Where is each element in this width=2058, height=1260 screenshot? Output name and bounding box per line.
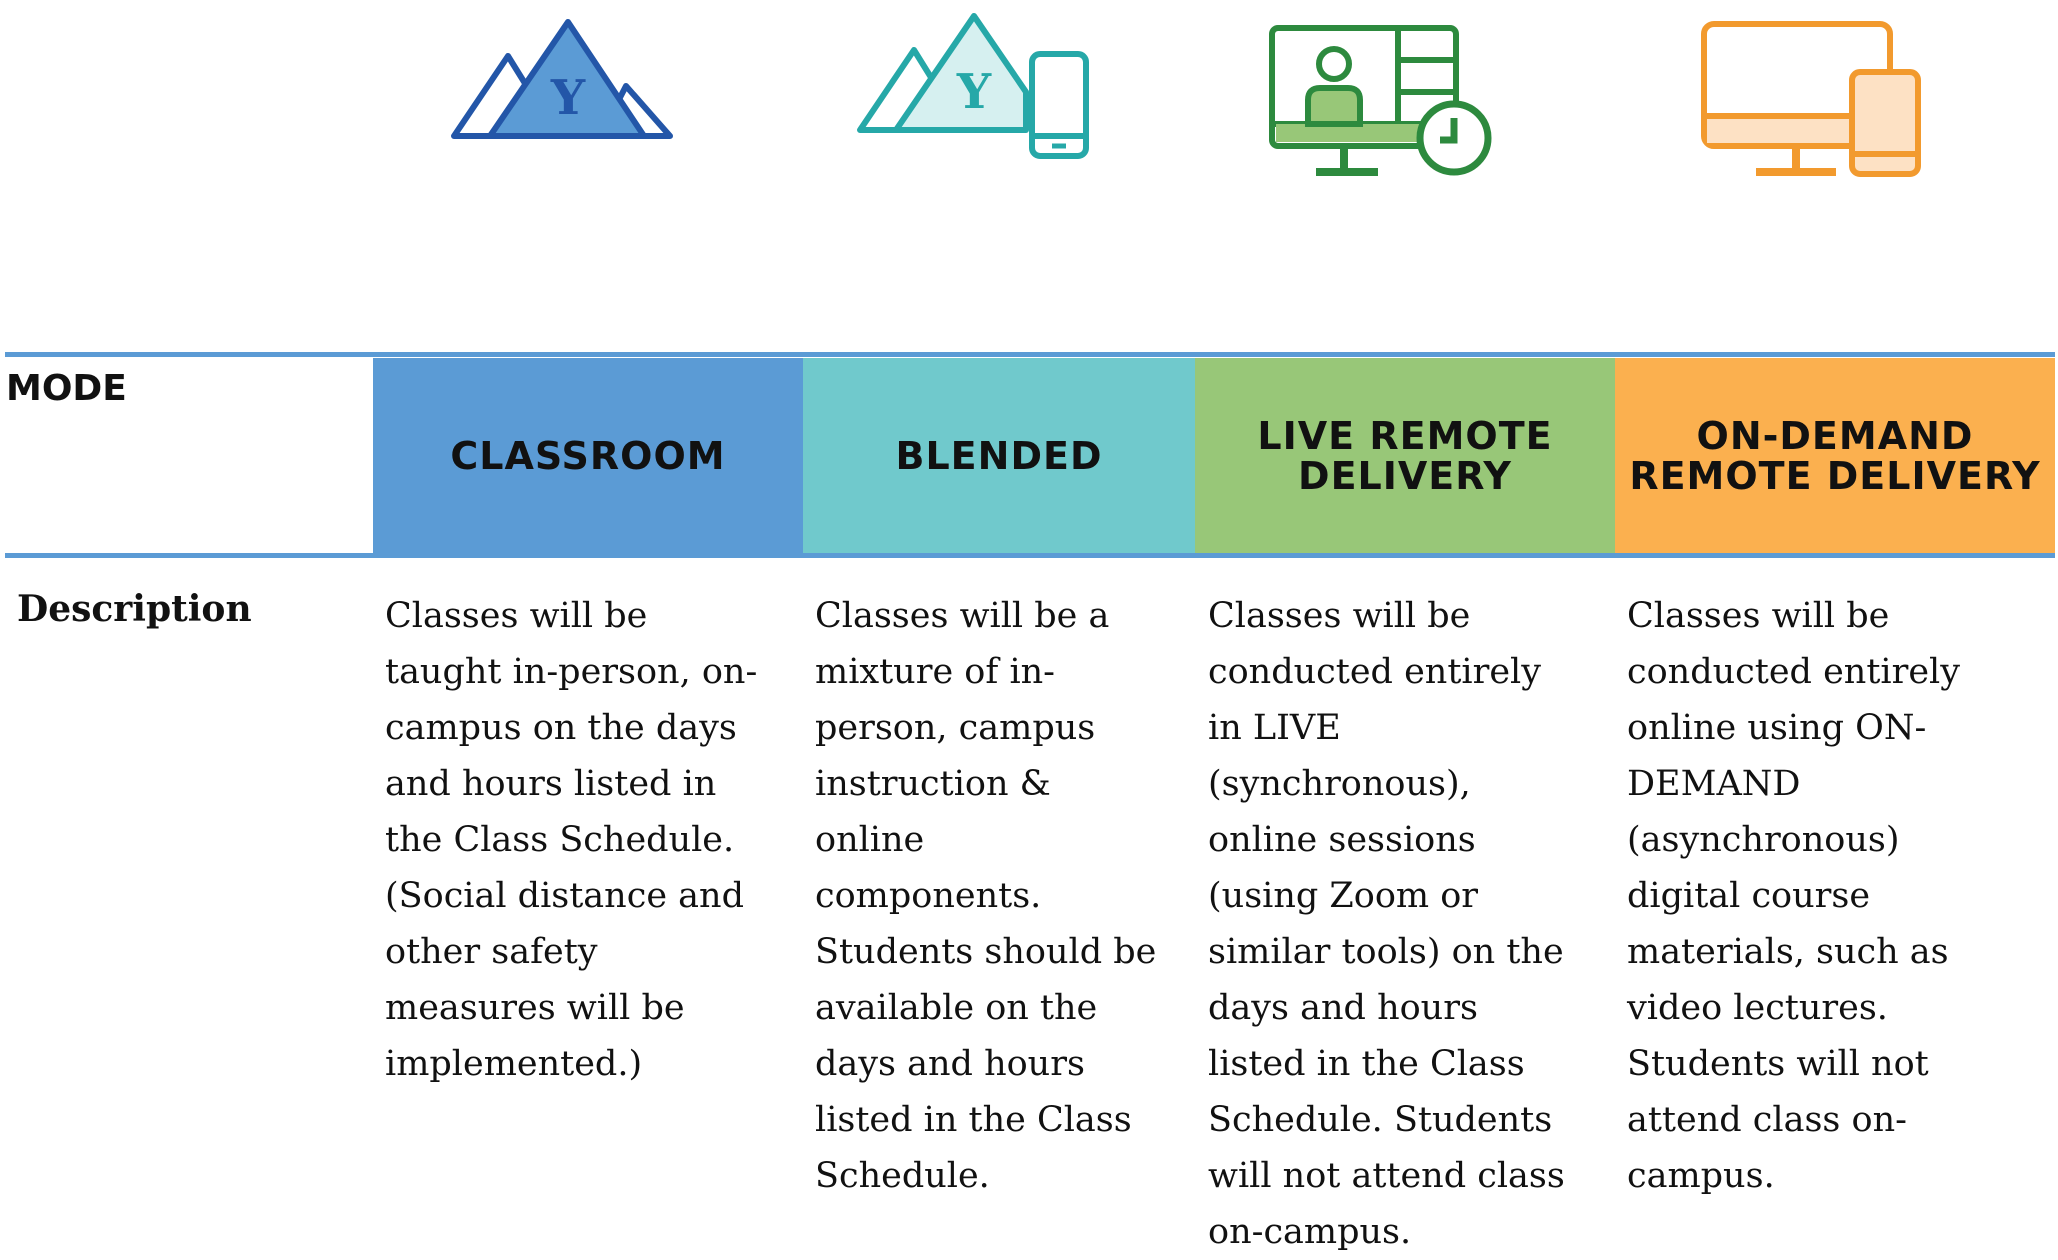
header-top-rule bbox=[5, 352, 2055, 357]
mountain-y-icon bbox=[450, 18, 678, 140]
header-bottom-rule bbox=[5, 553, 2055, 558]
header-classroom bbox=[373, 358, 803, 554]
description-classroom: Classes will be taught in-person, on- campus on the days and hours listed in the Class Schedule. (Social distance and other safety measures will be implemented.) bbox=[385, 596, 758, 1084]
live-video-clock-icon bbox=[1268, 24, 1494, 180]
header-live-remote-label: LIVE REMOTE DELIVERY bbox=[1257, 414, 1553, 498]
header-blended bbox=[803, 358, 1195, 554]
svg-text:Y: Y bbox=[956, 64, 992, 120]
header-blended-label: BLENDED bbox=[895, 434, 1103, 478]
mode-row-label: MODE bbox=[6, 368, 127, 409]
description-row-label: Description bbox=[17, 588, 252, 630]
header-on-demand bbox=[1615, 358, 2055, 554]
header-on-demand-label: ON-DEMAND REMOTE DELIVERY bbox=[1629, 414, 2041, 498]
svg-text:Y: Y bbox=[550, 70, 586, 126]
header-live-remote bbox=[1195, 358, 1615, 554]
description-on-demand: Classes will be conducted entirely online using ON- DEMAND (asynchronous) digital course materials, such as video lectures. Students will not attend class on- campus. bbox=[1627, 596, 1960, 1196]
mountain-y-phone-icon bbox=[856, 12, 1092, 162]
header-classroom-label: CLASSROOM bbox=[450, 434, 726, 478]
desktop-tablet-icon bbox=[1700, 20, 1924, 180]
description-blended: Classes will be a mixture of in- person, campus instruction & online components. Students should be available on the days and hours listed in the Class Schedule. bbox=[815, 596, 1157, 1196]
description-live-remote: Classes will be conducted entirely in LIVE (synchronous), online sessions (using Zoom or similar tools) on the days and hours listed in the Class Schedule. Students will not attend class on-campus. bbox=[1208, 596, 1565, 1252]
